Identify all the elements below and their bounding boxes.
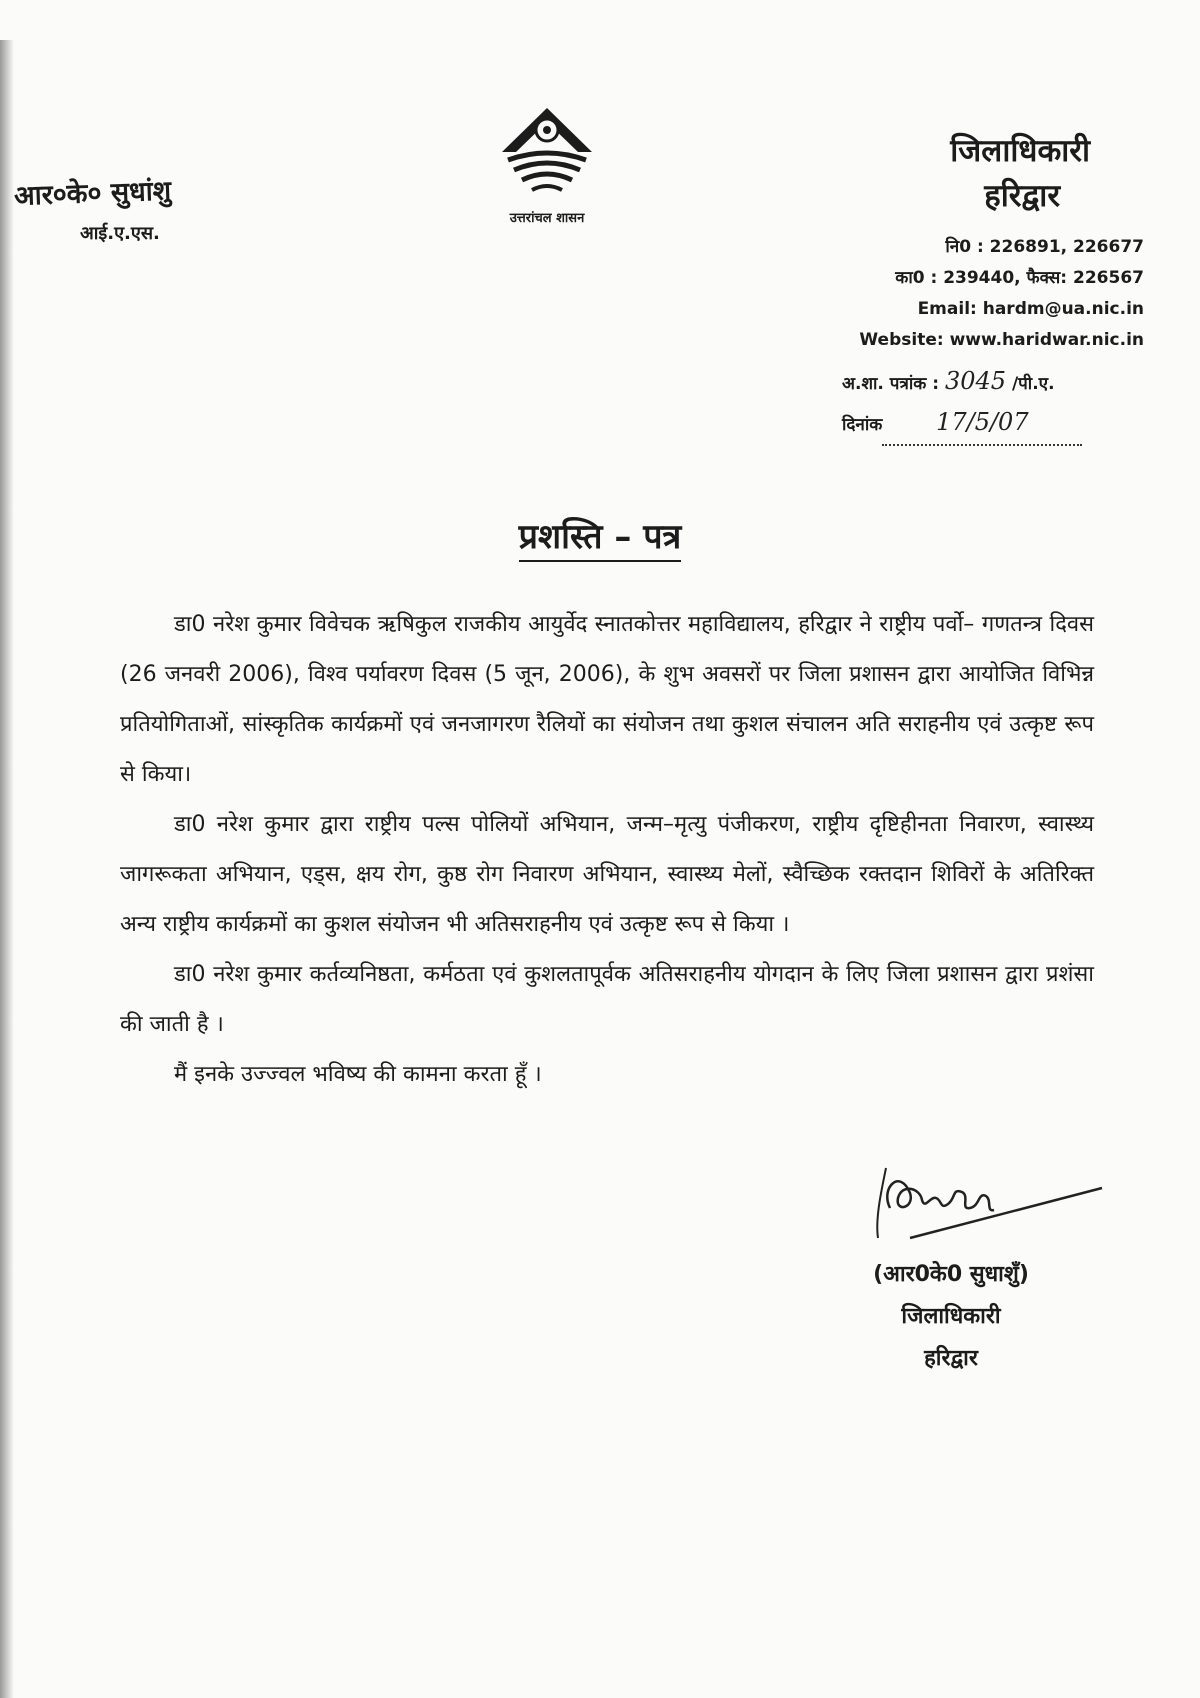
signatory-name: (आर0के0 सुधाशुँ)	[873, 1262, 1029, 1287]
body-paragraph-3: डा0 नरेश कुमार कर्तव्यनिष्ठता, कर्मठता एवं कुशलतापूर्वक अतिसराहनीय योगदान के लिए जिला प्रशासन द्वारा प्रशंसा की जाती है ।	[120, 962, 1094, 1037]
body-paragraph-4: मैं इनके उज्ज्वल भविष्य की कामना करता हूँ ।	[174, 1062, 542, 1087]
signatory-place: हरिद्वार	[924, 1346, 978, 1371]
body-paragraph-1: डा0 नरेश कुमार विवेचक ऋषिकुल राजकीय आयुर्वेद स्नातकोत्तर महाविद्यालय, हरिद्वार ने राष्ट्रीय पर्वो– गणतन्त्र दिवस (26 जनवरी 2006), विश्व पर्यावरण दिवस (5 जून, 2006), के शुभ अवसरों पर जिला प्रशासन द्वारा आयोजित विभिन्न प्रतियोगिताओं, सांस्कृतिक कार्यक्रमों एवं जनजागरण रैलियों का संयोजन तथा कुशल संचालन अति सराहनीय एवं उत्कृष्ट रूप से किया।	[120, 612, 1094, 787]
signatory-block	[836, 1254, 1066, 1380]
phone-residence: नि0 : 226891, 226677	[945, 237, 1144, 257]
signatory-designation: जिलाधिकारी	[901, 1304, 1001, 1329]
scan-edge-shadow	[0, 40, 14, 1698]
handwritten-signature	[870, 1148, 1110, 1248]
email-text: Email: hardm@ua.nic.in	[917, 299, 1144, 319]
phone-office: का0 : 239440, फैक्स: 226567	[895, 268, 1144, 288]
contact-block	[859, 232, 1144, 356]
officer-service: आई.ए.एस.	[80, 223, 160, 244]
date-label: दिनांक	[842, 415, 883, 435]
office-place: हरिद्वार	[984, 178, 1060, 214]
certificate-title-wrap	[0, 512, 1200, 558]
letter-number-value: 3045	[944, 367, 1007, 395]
letter-number-label: अ.शा. पत्रांक :	[842, 374, 940, 394]
certificate-title: प्रशस्ति – पत्र	[519, 517, 682, 562]
office-header	[790, 128, 1090, 218]
letter-number-suffix: /पी.ए.	[1011, 374, 1055, 394]
office-title: जिलाधिकारी	[950, 133, 1090, 169]
uttaranchal-emblem-icon	[492, 100, 602, 204]
website-text: Website: www.haridwar.nic.in	[859, 330, 1144, 350]
date-line	[842, 403, 1082, 446]
body-paragraph-2: डा0 नरेश कुमार द्वारा राष्ट्रीय पल्स पोलियों अभियान, जन्म–मृत्यु पंजीकरण, राष्ट्रीय दृष्टिहीनता निवारण, स्वास्थ्य जागरूकता अभियान, एड्स, क्षय रोग, कुष्ठ रोग निवारण अभियान, स्वास्थ्य मेलों, स्वैच्छिक रक्तदान शिविरों के अतिरिक्त अन्य राष्ट्रीय कार्यक्रमों का कुशल संयोजन भी अतिसराहनीय एवं उत्कृष्ट रूप से किया ।	[120, 812, 1094, 937]
letter-number-line	[842, 362, 1082, 403]
state-emblem	[488, 100, 606, 226]
date-value: 17/5/07	[936, 408, 1029, 436]
emblem-label: उत्तरांचल शासन	[509, 211, 585, 226]
officer-header	[14, 176, 171, 245]
reference-block	[842, 362, 1082, 446]
certificate-body	[120, 600, 1094, 1100]
officer-name: आर०के० सुधांशु	[13, 175, 172, 212]
